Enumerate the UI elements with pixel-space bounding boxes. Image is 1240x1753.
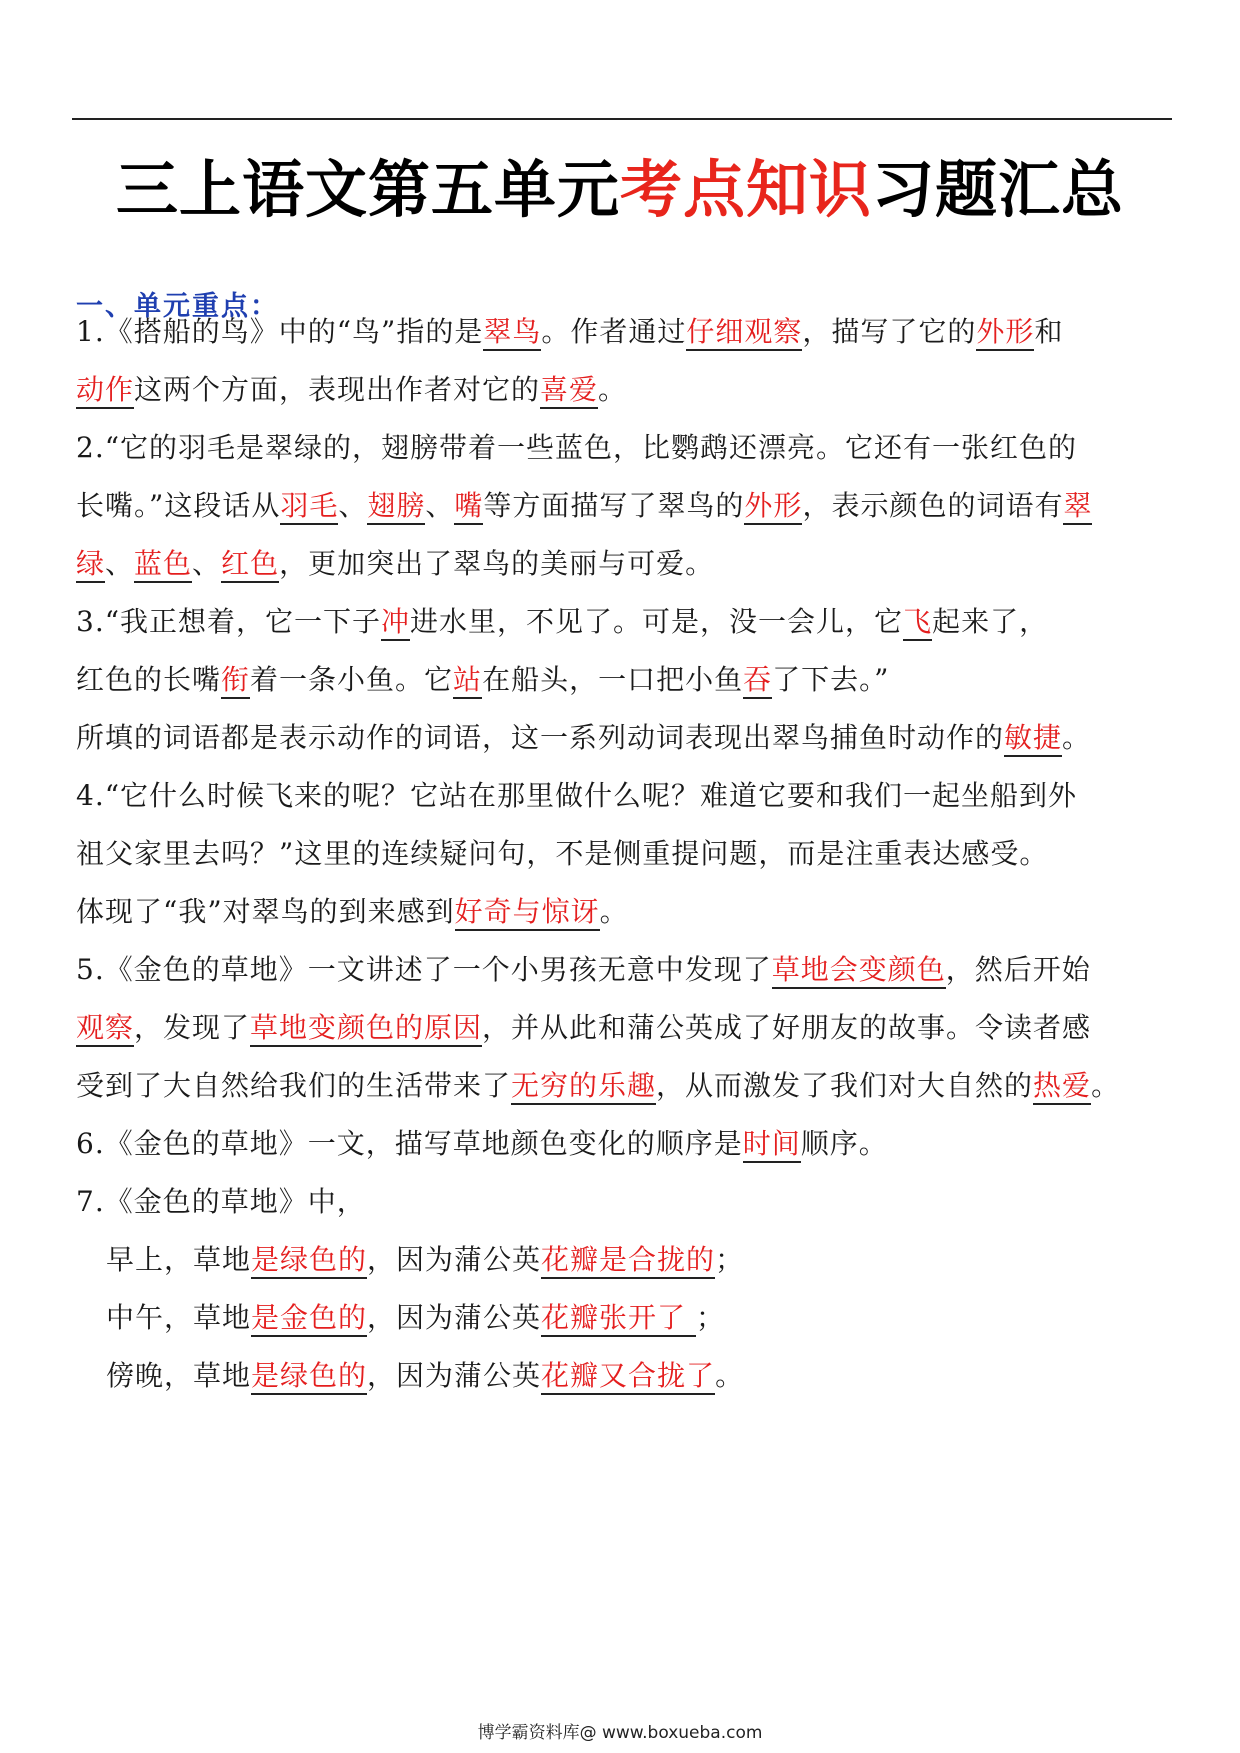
line-text: ，更加突出了翠鸟的美丽与可爱。 [279, 547, 715, 580]
line-text: 、 [425, 489, 455, 522]
line-text: ，从而激发了我们对大自然的 [656, 1069, 1034, 1102]
line-text: 傍晚，草地 [106, 1359, 252, 1392]
answer-blank: 吞 [743, 663, 772, 699]
answer-blank: 是金色的 [251, 1301, 367, 1337]
line-text: 3.“我正想着，它一下子 [76, 605, 382, 638]
answer-blank: 衔 [221, 663, 250, 699]
answer-blank: 花瓣又合拢了 [541, 1359, 715, 1395]
line-text: 、 [338, 489, 368, 522]
answer-blank: 翠 [1063, 489, 1092, 525]
line-text: ，因为蒲公英 [367, 1243, 542, 1276]
text-line [76, 716, 1091, 756]
text-line [76, 484, 1092, 524]
page-title [0, 140, 1240, 229]
title-part-3: 习题汇总 [872, 153, 1125, 226]
text-line [76, 310, 1063, 350]
answer-blank: 花瓣张开了 [541, 1301, 696, 1337]
line-text: 所填的词语都是表示动作的词语，这一系列动词表现出翠鸟捕鱼时动作的 [76, 721, 1005, 754]
answer-blank: 是绿色的 [251, 1243, 367, 1279]
line-text: 顺序。 [800, 1127, 888, 1160]
title-highlight: 考点知识 [619, 153, 872, 226]
text-line [76, 426, 1077, 466]
text-line [76, 1180, 366, 1220]
line-text: ； [715, 1243, 745, 1276]
answer-blank: 敏捷 [1004, 721, 1062, 757]
line-text: 1.《搭船的鸟》中的“鸟”指的是 [76, 315, 484, 348]
line-text: 受到了大自然给我们的生活带来了 [76, 1069, 512, 1102]
text-line [76, 832, 1048, 872]
text-line [106, 1354, 744, 1394]
line-text: 。 [599, 895, 629, 928]
answer-blank: 仔细观察 [686, 315, 802, 351]
line-text: 起来了， [932, 605, 1049, 638]
line-text: 2.“它的羽毛是翠绿的，翅膀带着一些蓝色，比鹦鹉还漂亮。它还有一张红色的 [76, 431, 1078, 464]
answer-blank: 喜爱 [540, 373, 598, 409]
footer-watermark: 博学霸资料库@ www.boxueba.com [477, 1723, 763, 1743]
answer-blank: 绿 [76, 547, 105, 583]
section-heading: 一、单元重点： [76, 291, 279, 322]
text-line [76, 948, 1091, 988]
answer-blank: 热爱 [1033, 1069, 1091, 1105]
line-text: ，表示颜色的词语有 [802, 489, 1064, 522]
line-text: 。作者通过 [541, 315, 687, 348]
answer-blank: 花瓣是合拢的 [541, 1243, 715, 1279]
line-text: 4.“它什么时候飞来的呢？它站在那里做什么呢？难道它要和我们一起坐船到外 [76, 779, 1078, 812]
line-text: 进水里，不见了。可是，没一会儿，它 [410, 605, 904, 638]
text-line [76, 1064, 1120, 1104]
answer-blank: 无穷的乐趣 [511, 1069, 656, 1105]
line-text: 了下去。” [772, 663, 890, 696]
line-text: ，描写了它的 [802, 315, 977, 348]
line-text: 着一条小鱼。它 [250, 663, 454, 696]
line-text: 体现了“我”对翠鸟的到来感到 [76, 895, 455, 928]
line-text: ； [695, 1301, 725, 1334]
line-text: 、 [192, 547, 222, 580]
line-text: 。 [1091, 1069, 1121, 1102]
line-text: 5.《金色的草地》一文讲述了一个小男孩无意中发现了 [76, 953, 772, 986]
line-text: ，因为蒲公英 [367, 1301, 542, 1334]
line-text: 6.《金色的草地》一文，描写草地颜色变化的顺序是 [76, 1127, 743, 1160]
answer-blank: 外形 [976, 315, 1034, 351]
title-part-1: 三上语文第五单元 [115, 153, 620, 226]
answer-blank: 嘴 [454, 489, 483, 525]
line-text: 祖父家里去吗？”这里的连续疑问句，不是侧重提问题，而是注重表达感受。 [76, 837, 1049, 870]
line-text: 等方面描写了翠鸟的 [483, 489, 745, 522]
answer-blank: 时间 [743, 1127, 801, 1163]
answer-blank: 草地会变颜色 [772, 953, 946, 989]
line-text: 、 [105, 547, 135, 580]
answer-blank: 蓝色 [134, 547, 192, 583]
answer-blank: 动作 [76, 373, 134, 409]
line-text: 中午，草地 [106, 1301, 252, 1334]
text-line [76, 774, 1077, 814]
line-text: 和 [1034, 315, 1064, 348]
answer-blank: 站 [453, 663, 482, 699]
line-text: 长嘴。”这段话从 [76, 489, 281, 522]
answer-blank: 冲 [381, 605, 410, 641]
line-text: ，发现了 [134, 1011, 251, 1044]
text-line [76, 1006, 1091, 1046]
answer-blank: 好奇与惊讶 [455, 895, 600, 931]
text-line [76, 368, 627, 408]
text-line [76, 1122, 888, 1162]
text-line [76, 600, 1048, 640]
text-line [76, 658, 889, 698]
answer-blank: 红色 [221, 547, 279, 583]
answer-blank: 外形 [744, 489, 802, 525]
answer-blank: 羽毛 [280, 489, 338, 525]
text-line [76, 542, 714, 582]
text-line [76, 890, 629, 930]
top-rule [72, 118, 1172, 120]
line-text: 。 [598, 373, 628, 406]
line-text: ，然后开始 [945, 953, 1091, 986]
line-text: 在船头，一口把小鱼 [482, 663, 744, 696]
text-line [106, 1238, 744, 1278]
line-text: 这两个方面，表现出作者对它的 [134, 373, 541, 406]
line-text: 。 [715, 1359, 745, 1392]
answer-blank: 翠鸟 [483, 315, 541, 351]
answer-blank: 翅膀 [367, 489, 425, 525]
text-line [106, 1296, 725, 1336]
line-text: ，因为蒲公英 [367, 1359, 542, 1392]
line-text: 红色的长嘴 [76, 663, 222, 696]
line-text: 早上，草地 [106, 1243, 252, 1276]
line-text: 7.《金色的草地》中， [76, 1185, 366, 1218]
answer-blank: 观察 [76, 1011, 134, 1047]
line-text: ，并从此和蒲公英成了好朋友的故事。令读者感 [482, 1011, 1092, 1044]
answer-blank: 草地变颜色的原因 [250, 1011, 482, 1047]
answer-blank: 飞 [903, 605, 932, 641]
answer-blank: 是绿色的 [251, 1359, 367, 1395]
line-text: 。 [1062, 721, 1092, 754]
